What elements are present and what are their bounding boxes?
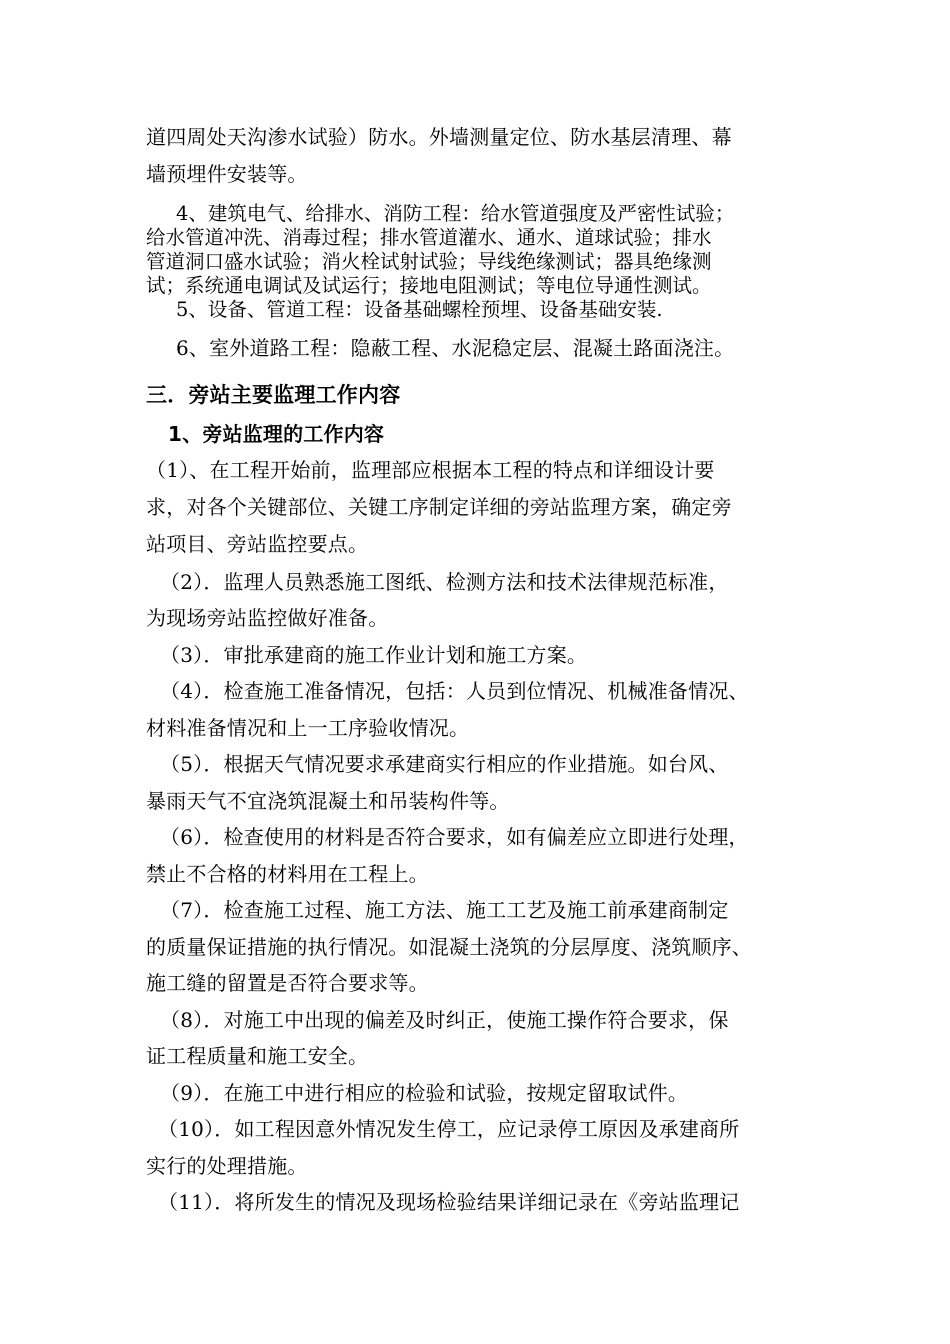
para6-line-2: 禁止不合格的材料用在工程上。 xyxy=(146,862,429,886)
para1-line-1: （1）、在工程开始前，监理部应根据本工程的特点和详细设计要 xyxy=(146,458,715,482)
para6-line-1: （6）．检查使用的材料是否符合要求，如有偏差应立即进行处理， xyxy=(160,825,749,849)
item4-line-2: 给水管道冲洗、消毒过程；排水管道灌水、通水、道球试验；排水 xyxy=(146,226,712,249)
item4-line-1: 4、建筑电气、给排水、消防工程：给水管道强度及严密性试验； xyxy=(176,202,735,225)
para7-line-3: 施工缝的留置是否符合要求等。 xyxy=(146,971,429,995)
para2-line-2: 为现场旁站监控做好准备。 xyxy=(146,606,389,630)
para8-line-1: （8）．对施工中出现的偏差及时纠正，使施工操作符合要求，保 xyxy=(160,1008,729,1032)
para1-line-2: 求，对各个关键部位、关键工序制定详细的旁站监理方案，确定旁 xyxy=(146,495,732,519)
item4-line-4: 试；系统通电调试及试运行；接地电阻测试；等电位导通性测试。 xyxy=(146,274,712,297)
para7-line-2: 的质量保证措施的执行情况。如混凝土浇筑的分层厚度、浇筑顺序、 xyxy=(146,935,752,959)
para4-line-1: （4）．检查施工准备情况，包括：人员到位情况、机械准备情况、 xyxy=(160,679,749,703)
para5-line-1: （5）．根据天气情况要求承建商实行相应的作业措施。如台风、 xyxy=(160,752,729,776)
para1-line-3: 站项目、旁站监控要点。 xyxy=(146,532,369,556)
para7-line-1: （7）．检查施工过程、施工方法、施工工艺及施工前承建商制定 xyxy=(160,898,729,922)
para10-line-1: （10）．如工程因意外情况发生停工，应记录停工原因及承建商所 xyxy=(158,1117,740,1141)
para8-line-2: 证工程质量和施工安全。 xyxy=(146,1044,369,1068)
para9-line-1: （9）．在施工中进行相应的检验和试验，按规定留取试件。 xyxy=(160,1081,689,1105)
subsection-heading: 1、旁站监理的工作内容 xyxy=(168,422,385,446)
item5-line: 5、设备、管道工程：设备基础螺栓预埋、设备基础安装. xyxy=(176,298,663,321)
intro-line-1: 道四周处天沟渗水试验）防水。外墙测量定位、防水基层清理、幕 xyxy=(146,125,732,149)
para11-line-1: （11）．将所发生的情况及现场检验结果详细记录在《旁站监理记 xyxy=(158,1190,740,1214)
para2-line-1: （2）．监理人员熟悉施工图纸、检测方法和技术法律规范标准， xyxy=(160,570,729,594)
para5-line-2: 暴雨天气不宜浇筑混凝土和吊装构件等。 xyxy=(146,789,510,813)
para4-line-2: 材料准备情况和上一工序验收情况。 xyxy=(146,716,470,740)
intro-line-2: 墙预埋件安装等。 xyxy=(146,162,308,186)
para10-line-2: 实行的处理措施。 xyxy=(146,1154,308,1178)
item6-line: 6、室外道路工程：隐蔽工程、水泥稳定层、混凝土路面浇注。 xyxy=(176,336,735,360)
para3-line-1: （3）．审批承建商的施工作业计划和施工方案。 xyxy=(160,643,588,667)
section-heading: 三．旁站主要监理工作内容 xyxy=(146,383,401,407)
item4-line-3: 管道洞口盛水试验；消火栓试射试验；导线绝缘测试；器具绝缘测 xyxy=(146,250,712,273)
